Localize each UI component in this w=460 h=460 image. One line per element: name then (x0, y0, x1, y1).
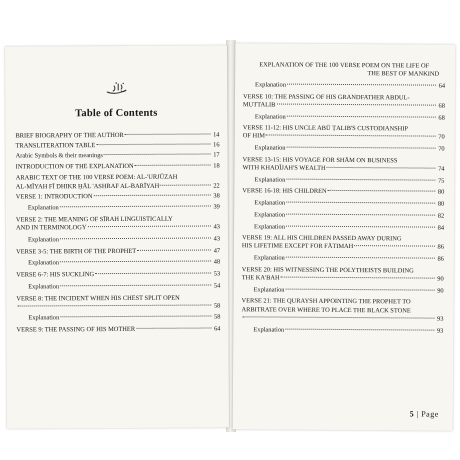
toc-entry[interactable]: VERSE 19: ALL HIS CHILDREN PASSED AWAY DURING HIS LIFETIME EXCEPT FOR FĀTIMAH 86 (241, 234, 444, 252)
toc-entry-explanation[interactable]: Explanation 48 (28, 258, 221, 267)
toc-entry-explanation[interactable]: Explanation 84 (254, 222, 445, 232)
toc-entry-explanation[interactable]: Explanation 75 (254, 176, 445, 185)
toc-entry[interactable]: VERSE 10: THE PASSING OF HIS GRANDFATHER ABDUL- MUTTALIB 68 (242, 92, 445, 110)
toc-entry[interactable]: Arabic Symbols & their meanings 17 (15, 151, 220, 160)
toc-entry[interactable]: BRIEF BIOGRAPHY OF THE AUTHOR 14 (15, 131, 220, 140)
toc-list-right (241, 61, 445, 335)
toc-entry[interactable]: VERSE 13-15: HIS VOYAGE FOR SHĀM ON BUSINESS WITH KHADĪJAH'S WEALTH 74 (242, 156, 445, 173)
toc-entry-explanation[interactable]: Explanation 54 (28, 282, 221, 291)
toc-entry-explanation[interactable]: Explanation 90 (253, 286, 444, 295)
toc-entry[interactable]: VERSE 21: THE QURAYSH APPOINTING THE PROPHET TO ARBITRATE OVER WHERE TO PLACE THE BLACK STONE 93 (241, 297, 444, 323)
running-heading: EXPLANATION OF THE 100 VERSE POEM ON THE LIFE OF THE BEST OF MANKIND (259, 61, 440, 78)
left-page (5, 45, 229, 428)
toc-entry-explanation[interactable]: Explanation 86 (253, 254, 444, 263)
toc-title: Table of Contents (75, 107, 158, 120)
toc-entry[interactable]: ARABIC TEXT OF THE 100 VERSE POEM: AL-'URJŪZAH AL-MĪYAH FĪ DHIKR ḤĀL 'ASHRAF AL-BARĪYAH 22 (15, 173, 220, 191)
toc-entry[interactable]: VERSE 6-7: HIS SUCKLING 53 (16, 270, 221, 279)
toc-entry-explanation[interactable]: Explanation 68 (254, 112, 445, 122)
toc-entry-explanation[interactable]: Explanation 82 (254, 211, 445, 220)
toc-entry[interactable]: VERSE 9: THE PASSING OF HIS MOTHER 64 (16, 325, 221, 334)
page-number: 5 | Page (409, 409, 439, 419)
toc-entry[interactable]: VERSE 20: HIS WITNESSING THE POLYTHEISTS BUILDING THE KA'BAH 90 (241, 266, 444, 283)
toc-entry[interactable]: VERSE 16-18: HIS CHILDREN 80 (242, 187, 445, 197)
toc-entry-explanation[interactable]: Explanation 58 (28, 313, 221, 322)
toc-entry-explanation[interactable]: Explanation 93 (253, 325, 444, 335)
toc-entry[interactable]: VERSE 11-12: HIS UNCLE ABŪ ṬALIB'S CUSTODIANSHIP OF HIM 70 (242, 124, 445, 142)
toc-entry[interactable]: VERSE 3-5: THE BIRTH OF THE PROPHET 47 (16, 247, 221, 256)
toc-entry[interactable]: TRANSLITERATION TABLE 16 (15, 141, 220, 150)
toc-entry-explanation[interactable]: Explanation 64 (255, 81, 446, 90)
toc-entry[interactable]: VERSE 1: INTRODUCTION 38 (15, 192, 220, 201)
calligraphy-ornament-icon (105, 80, 129, 96)
toc-entry-explanation[interactable]: Explanation 39 (27, 203, 220, 212)
right-page (233, 43, 456, 431)
toc-entry-explanation[interactable]: Explanation 70 (254, 144, 445, 153)
toc-entry[interactable]: INTRODUCTION OF THE EXPLANATION 18 (15, 162, 220, 171)
toc-entry[interactable]: VERSE 2: THE MEANING OF SĪRAH LINGUISTICALLY AND IN TERMINOLOGY 43 (15, 215, 220, 232)
toc-entry-explanation[interactable]: Explanation 43 (27, 235, 221, 244)
toc-entry-explanation[interactable]: Explanation 80 (254, 199, 445, 208)
toc-list-left (15, 131, 220, 334)
toc-entry[interactable]: VERSE 8: THE INCIDENT WHEN HIS CHEST SPLIT OPEN 58 (16, 294, 221, 310)
